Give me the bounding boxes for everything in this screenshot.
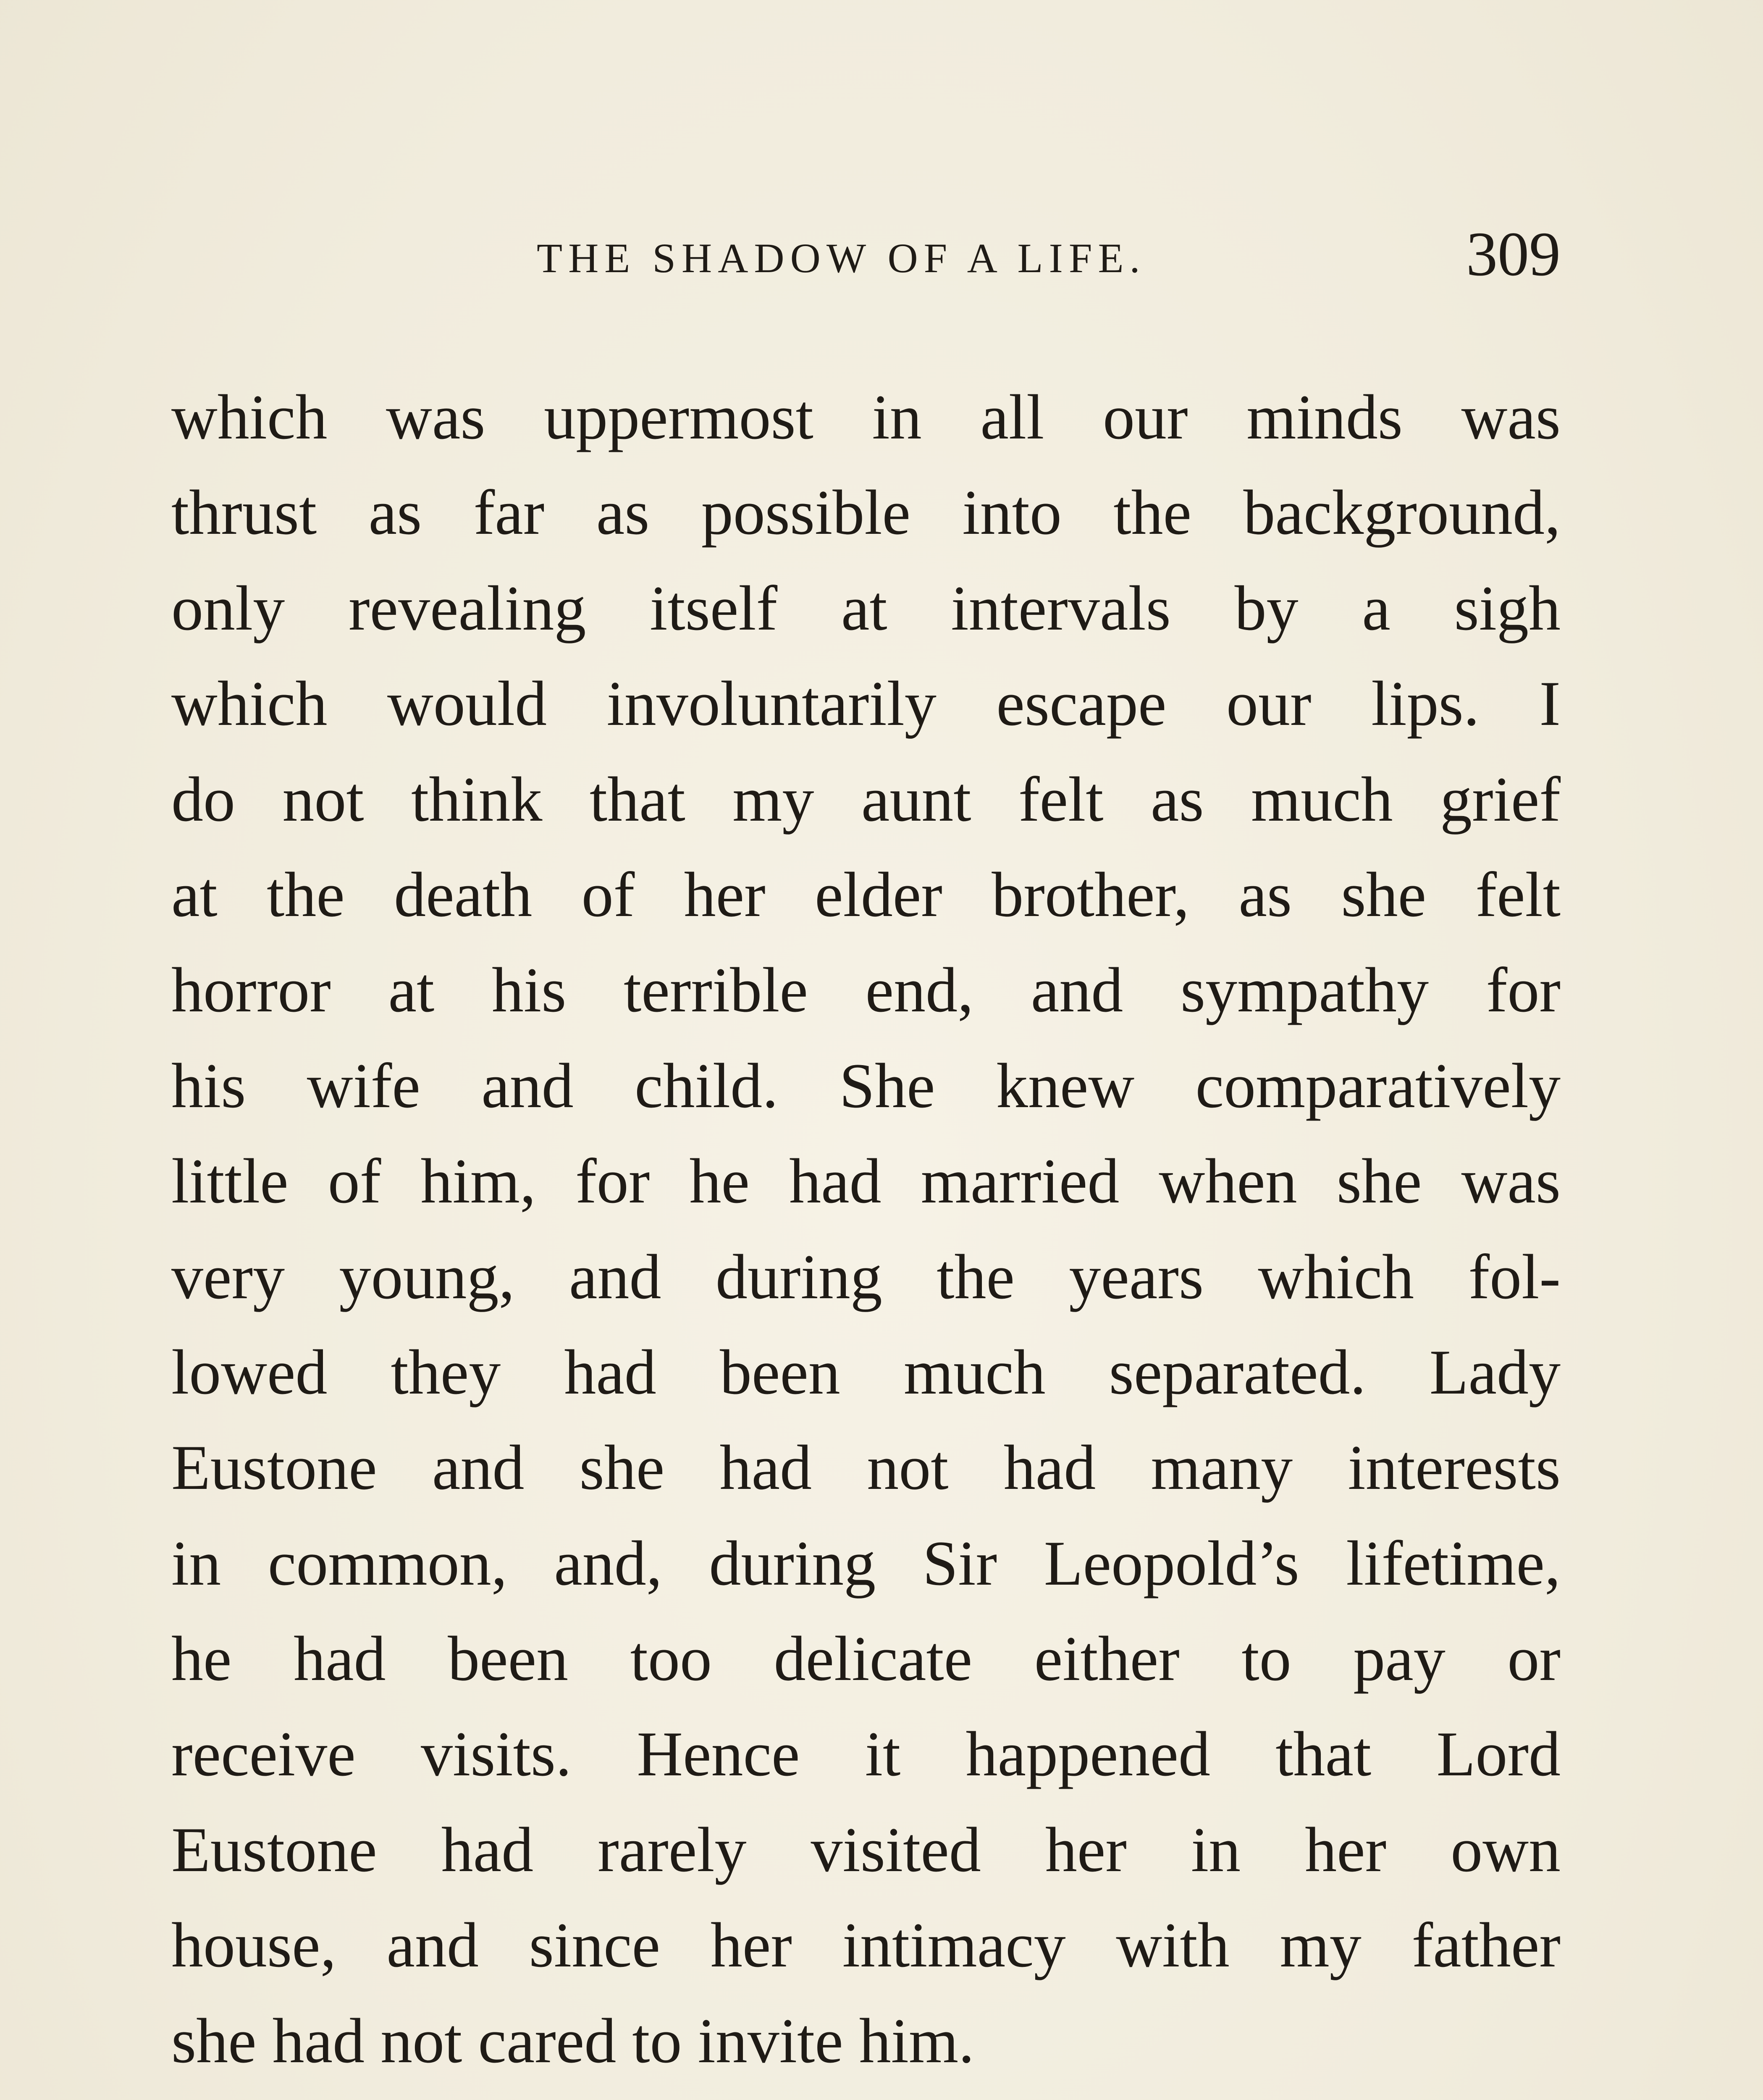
- text-line: very young, and during the years which fol-: [171, 1241, 1561, 1312]
- text-line: lowed they had been much separated. Lady: [171, 1336, 1561, 1407]
- text-line: thrust as far as possible into the background,: [171, 477, 1561, 548]
- running-title: THE SHADOW OF A LIFE.: [537, 235, 1146, 281]
- body-text: [171, 370, 1561, 2100]
- text-line: Eustone and she had not had many interests: [171, 1432, 1561, 1503]
- text-line: do not think that my aunt felt as much grief: [171, 764, 1561, 835]
- text-line: receive visits. Hence it happened that Lord: [171, 1719, 1561, 1790]
- text-line: his wife and child. She knew comparatively: [171, 1050, 1561, 1121]
- running-head: [171, 218, 1561, 294]
- text-line: which would involuntarily escape our lips. I: [171, 668, 1561, 739]
- text-line: he had been too delicate either to pay or: [171, 1623, 1561, 1694]
- text-line: little of him, for he had married when she was: [171, 1146, 1561, 1217]
- text-line-paragraph-end: she had not cared to invite him.: [171, 2005, 975, 2076]
- text-line: Eustone had rarely visited her in her own: [171, 1814, 1561, 1885]
- page-number: 309: [1466, 219, 1561, 289]
- text-line-paragraph-start: [171, 2089, 1561, 2100]
- text-line: at the death of her elder brother, as she felt: [171, 859, 1561, 930]
- text-line: only revealing itself at intervals by a sigh: [171, 572, 1561, 643]
- text-line: in common, and, during Sir Leopold’s lifetime,: [171, 1528, 1561, 1599]
- text-line: horror at his terrible end, and sympathy for: [171, 955, 1561, 1026]
- text-line: house, and since her intimacy with my father: [171, 1910, 1561, 1981]
- text-line: which was uppermost in all our minds was: [171, 382, 1561, 452]
